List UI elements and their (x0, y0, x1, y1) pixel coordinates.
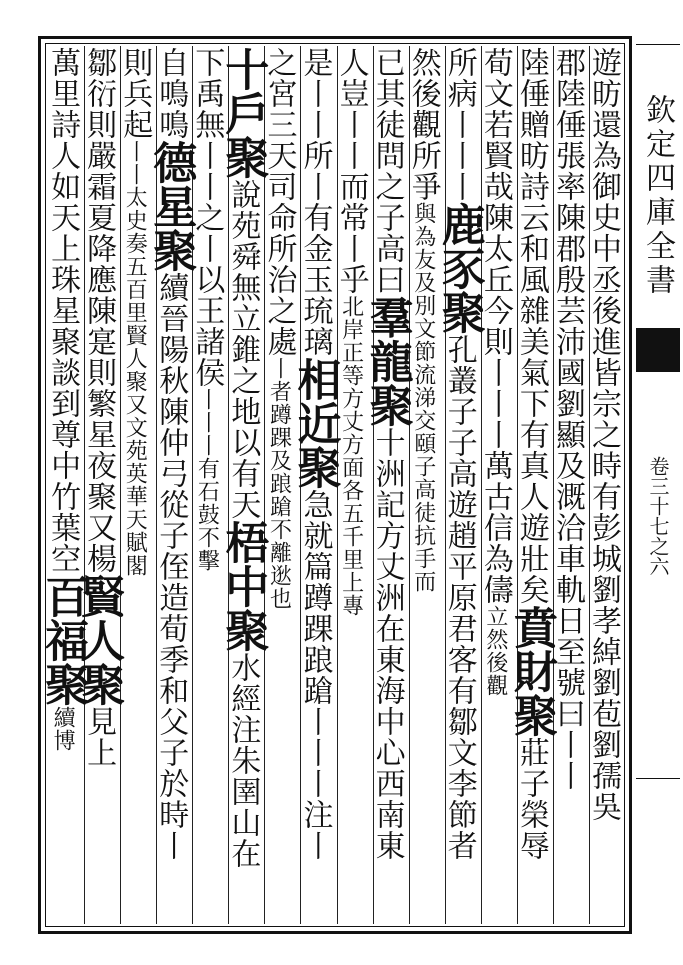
column-text: 人豈丨丨而常丨乎 (333, 47, 369, 295)
text-column (361, 47, 413, 861)
text-column (505, 47, 557, 861)
text-column (433, 47, 485, 861)
column-text: 自鳴鳴 (153, 47, 189, 140)
text-column (549, 47, 588, 791)
column-text: 見上 (81, 706, 117, 768)
entry-heading: 德星聚 (145, 140, 197, 272)
column-text: 已其徒問之子高曰 (369, 47, 405, 295)
volume-label: 卷三十七之六 (646, 456, 670, 576)
text-column (477, 47, 516, 697)
fishtail-mark (636, 328, 680, 372)
text-column (217, 47, 269, 869)
column-text: 立然後觀 (482, 605, 508, 697)
text-column (145, 47, 197, 861)
text-column (405, 47, 444, 593)
text-column (189, 47, 227, 572)
text-column (261, 47, 299, 610)
entry-heading: 賁財聚 (505, 605, 557, 737)
column-text: 之宮三天司命所治之處 (261, 47, 297, 357)
column-text: 然後觀所爭 (405, 47, 441, 202)
column-text: 丨丨太史奏五百里賢人聚又文苑英華天賦閣 (122, 140, 148, 577)
column-text: 荀文若賢哉陳太丘今則丨丨丨萬古信為儔 (477, 47, 513, 605)
column-text: 萬里詩人如天上珠星聚談到尊中竹葉空 (45, 47, 81, 574)
column-text: 則兵起 (117, 47, 153, 140)
text-column (586, 47, 624, 822)
column-text: 孔叢子子高遊趙平原君客有鄒文李節者 (441, 334, 477, 861)
text-column (289, 47, 341, 861)
column-text: 急就篇蹲踝踉蹌丨丨丨注丨 (297, 489, 333, 861)
column-text: 遊昉還為御史中丞後進皆宗之時有彭城劉孝綽劉苞劉孺吳 (586, 47, 621, 822)
text-column (333, 47, 372, 617)
column-text: 說苑舜無立錐之地以有天 (225, 179, 261, 520)
entry-heading: 相近聚 (289, 357, 341, 489)
column-text: 下禹無丨丨之丨以王諸侯 (189, 47, 225, 388)
text-column (117, 47, 155, 577)
text-column (37, 47, 89, 752)
column-text: 郡陸倕張率陳郡殷芸沛國劉顯及溉洽車軌日至號曰丨丨 (549, 47, 585, 791)
column-text: 續晉陽秋陳仲弓從子侄造荀季和父子於時丨 (153, 272, 189, 861)
column-text: 與為友及別文節流涕交頤子高徒抗手而 (410, 202, 436, 593)
column-text: 鄒衍則嚴霜夏降應陳寔則繁星夜聚又楊 (81, 47, 117, 574)
entry-heading: 鹿豕聚 (433, 202, 485, 334)
column-text: 所病丨丨丨 (441, 47, 477, 202)
column-text: 丨者蹲踝及踉蹌不離逖也 (266, 357, 292, 610)
margin-bottom-rule (636, 778, 680, 779)
column-text: 十洲記方丈洲在東海中心西南東 (369, 427, 405, 861)
entry-heading: 羣龍聚 (361, 295, 413, 427)
column-text: 北岸正等方丈方面各五千里上專 (338, 295, 364, 617)
column-text: 莊子榮辱 (513, 737, 549, 861)
entry-heading: 梧中聚 (217, 520, 269, 652)
margin-top-rule (636, 44, 680, 45)
column-text: 是丨丨所丨有金玉琉璃 (297, 47, 333, 357)
page-margin (636, 38, 680, 934)
book-title: 欽定四庫全書 (640, 94, 675, 298)
column-text: 丨丨丨有石鼓不擊 (194, 388, 220, 572)
column-text: 續博 (50, 706, 76, 752)
entry-heading: 賢人聚 (73, 574, 125, 706)
column-text: 水經注朱圉山在 (225, 652, 261, 869)
text-column (73, 47, 125, 768)
entry-heading: 十戶聚 (217, 47, 269, 179)
column-text: 陸倕贈昉詩云和風雜美氣下有真人遊壯矣 (513, 47, 549, 605)
entry-heading: 百福聚 (37, 574, 89, 706)
